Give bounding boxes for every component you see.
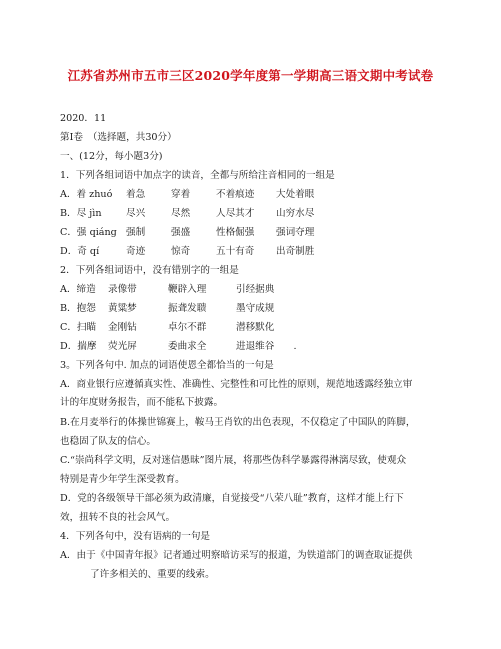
q2-option-b: B．抱怨 黄粱梦 振聋发聩 墨守成规	[60, 303, 275, 314]
q3-line: 也稳固了队友的信心。	[60, 436, 156, 447]
section-heading: 一、(12分，每小题3分)	[60, 151, 163, 162]
exam-date: 2020．11	[60, 113, 107, 124]
q3-line: 计的年度财务报告，而不能私下披露。	[60, 397, 224, 408]
q3-line: D．党的各级领导干部必须为政清廉，自觉接受“八荣八耻”教育，这样才能上行下	[60, 493, 404, 504]
q3-line: C.“崇尚科学文明，反对迷信愚昧”图片展，将那些伪科学暴露得淋漓尽致，使观众	[60, 455, 407, 466]
volume-heading: 第Ⅰ卷 （选择题，共30分）	[60, 132, 177, 143]
question-2-stem: 2．下列各组词语中，没有错别字的一组是	[60, 265, 239, 276]
q2-option-a: A．缔造 录像带 鞭辟入理 引经据典	[60, 284, 275, 295]
q3-line: 效，扭转不良的社会风气。	[60, 512, 176, 523]
q1-option-d: D．奇 qí 奇迹 惊奇 五十有奇 出奇制胜	[60, 246, 315, 257]
q4-line: 了许多相关的、重要的线索。	[90, 569, 215, 580]
q4-line: A．由于《中国青年报》记者通过明察暗访采写的报道，为铁道部门的调查取证提供	[60, 550, 413, 561]
exam-title: 江苏省苏州市五市三区2020学年度第一学期高三语文期中考试卷	[67, 68, 434, 83]
question-3-stem: 3。下列各句中. 加点的词语使恩全都恰当的一句是	[60, 360, 274, 371]
q3-line: 特别是青少年学生深受教育。	[60, 474, 185, 485]
q2-option-d: D．揣摩 荧光屏 委曲求全 进退维谷 .	[60, 341, 297, 352]
q3-line: A．商业银行应遵循真实性、准确性、完整性和可比性的原则，规范地透露经独立审	[60, 379, 413, 390]
question-1-stem: 1．下列各组词语中加点字的读音，全都与所给注音相同的一组是	[60, 170, 335, 181]
q3-line: B.在月麦举行的体操世锦赛上，鞍马王肖钦的出色表现，不仅稳定了中国队的阵脚，	[60, 417, 416, 428]
q1-option-a: A．着 zhuó 着急 穿着 不着痕迹 大处着眼	[60, 189, 315, 200]
q2-option-c: C．扫瞄 金刚钻 卓尔不群 潜移默化	[60, 322, 275, 333]
q1-option-b: B．尽 jìn 尽兴 尽然 人尽其才 山穷水尽	[60, 208, 315, 219]
question-4-stem: 4．下列各句中，没有语病的一句是	[60, 531, 211, 542]
q1-option-c: C．强 qiáng 强制 强盛 性格倔强 强词夺理	[60, 227, 315, 238]
